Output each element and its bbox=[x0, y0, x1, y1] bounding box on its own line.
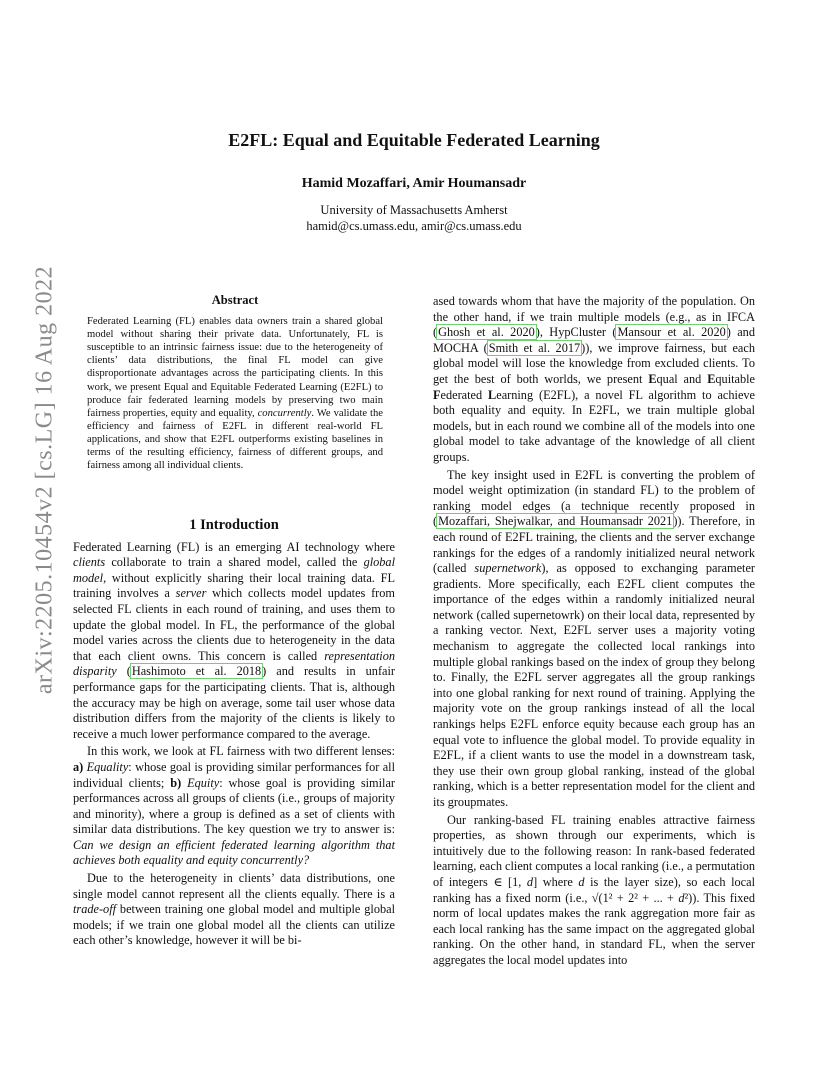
text: is the layer size), so each local ranking has a fixed norm (i.e., √(1² + 2² + ... + bbox=[433, 874, 755, 905]
text: ²)). This fixed norm of local updates makes the rank aggregation more fair as each local ranking has the same impact on the aggregated global ranking. On the other hand, in standard FL, when the server aggregates the local model updates into bbox=[433, 890, 755, 967]
text: ), as opposed to exchanging parameter gradients. More specifically, each E2FL client computes the importance of the edges within a randomly initialized neural network (called supernetowrk) on their local data, represented by a ranking vector. Next, E2FL server uses a majority voting mechanism to aggregate the collected local rankings into multiple global rankings based on the index of group they belong to. Finally, the E2FL server aggregates all the group rankings into one global ranking for next round of training. Applying the majority vote on the group rankings instead of all the local rankings helps E2FL enforce equity because each group has an equal vote to influence the global model. To provide equality in E2FL, if a client wants to use the model in a downstream task, they use their own group global ranking, instead of the global ranking, which is a better representation model for the client and its groupmates. bbox=[433, 561, 755, 809]
text: )), we improve fairness, but each global model will lose the knowledge from excluded clients. To get the best of both worlds, we present bbox=[433, 340, 755, 386]
citation-link[interactable]: Mozaffari, Shejwalkar, and Houmansadr 2021 bbox=[438, 514, 673, 529]
abstract-text bbox=[87, 315, 383, 472]
intro-paragraph-2 bbox=[73, 744, 395, 869]
abstract-text-part: Federated Learning (FL) enables data owners train a shared global model without sharing their private data. Unfortunately, FL is susceptible to an intrinsic fairness issue: due to the heterogeneity of clients’ data distributions, the final FL model can give disproportionate advantages across the participating clients. In this work, we present Equal and Equitable Federated Learning (E2FL) to produce fair federated learning models by preserving two main fairness properties, equity and equality, bbox=[87, 316, 383, 419]
abstract-heading: Abstract bbox=[211, 293, 259, 307]
text: and results in unfair performance gaps for the participating clients. That is, although the accuracy may be high on average, some tail user whose data distribution differs from the majority of the clients is likely to receive a much lower performance compared to the average. bbox=[73, 664, 396, 741]
emphasis: global model bbox=[73, 555, 395, 585]
abstract-block bbox=[87, 294, 383, 472]
section-heading-introduction: 1 Introduction bbox=[189, 517, 279, 533]
paper-title: E2FL: Equal and Equitable Federated Learning bbox=[228, 130, 600, 150]
emphasis: clients bbox=[73, 555, 106, 570]
right-paragraph-1 bbox=[433, 294, 755, 466]
intro-paragraph-3 bbox=[73, 871, 395, 949]
bold-letter: L bbox=[488, 387, 497, 402]
abstract-text-part: . We validate the efficiency and fairness of E2FL in different real-world FL applications, and show that E2FL outperforms existing baselines in terms of the resulting efficiency, fairness of different groups, and fairness among all individual clients. bbox=[87, 407, 383, 472]
text: : whose goal is providing similar performances across all groups of clients (i.e., groups of majority and minority), where a group is defined as a set of clients with similar data distributions. The key question we try to answer is: bbox=[73, 775, 395, 837]
affiliation: University of Massachusetts Amherst bbox=[320, 203, 508, 217]
bold-label: a) bbox=[73, 759, 84, 774]
math-variable: d bbox=[526, 874, 534, 889]
citation-link[interactable]: Hashimoto et al. 2018 bbox=[131, 664, 262, 679]
math-variable: d bbox=[678, 890, 685, 905]
text: earning (E2FL), a novel FL algorithm to achieve both equality and equity. In E2FL, we train multiple global models, but in each round we combine all of the models into one global model to take advantage of the knowledge of all client groups. bbox=[433, 387, 756, 464]
bold-label: b) bbox=[170, 775, 182, 790]
text: Due to the heterogeneity in clients’ data distributions, one single model cannot represent all the clients equally. There is a bbox=[73, 871, 395, 901]
emphasis: supernetwork bbox=[474, 561, 542, 576]
math-variable: d bbox=[578, 874, 585, 889]
text: ), HypCluster ( bbox=[535, 325, 617, 340]
text: : whose goal is providing similar performances for all individual clients; bbox=[73, 759, 395, 790]
author-list: Hamid Mozaffari, Amir Houmansadr bbox=[301, 176, 527, 191]
citation-link[interactable]: Mansour et al. 2020 bbox=[617, 325, 726, 340]
citation-link[interactable]: Ghosh et al. 2020 bbox=[438, 325, 535, 340]
emphasis: Can we design an efficient federated learning algorithm that achieves both equality and equity concurrently? bbox=[73, 837, 395, 868]
text: In this work, we look at FL fairness with two different lenses: bbox=[87, 744, 395, 759]
text: The key insight used in E2FL is converting the problem of model weight optimization (in standard FL) to the problem of ranking model edges (a technique recently proposed in ( bbox=[433, 467, 755, 529]
text: quitable bbox=[715, 371, 756, 386]
emphasis: representation disparity bbox=[73, 648, 395, 679]
arxiv-sidebar bbox=[30, 265, 60, 695]
bold-letter: E bbox=[648, 371, 657, 386]
text: ) and MOCHA ( bbox=[433, 325, 755, 355]
bold-letter: E bbox=[707, 371, 716, 386]
right-paragraph-3 bbox=[433, 813, 755, 969]
text: , without explicitly sharing their local training data. FL training involves a bbox=[73, 570, 395, 601]
text: which collects model updates from selected FL clients in each round of training, and uses them to update the global model. In FL, the performance of the global model varies across the clients due to heterogeneity in the data that each client owns. This concern is called bbox=[73, 586, 395, 663]
text: ] where bbox=[533, 874, 579, 889]
text: )). Therefore, in each round of E2FL training, the clients and the server exchange rankings for the edges of a randomly initialized neural network (called bbox=[433, 514, 756, 576]
text: between training one global model and multiple global models; if we train one global model all the clients can utilize each other’s knowledge, however it will be bi- bbox=[73, 902, 395, 948]
abstract-emphasis: concurrently bbox=[257, 407, 312, 419]
left-column bbox=[73, 514, 395, 951]
emphasis: trade-off bbox=[73, 902, 117, 917]
text: qual and bbox=[656, 371, 708, 386]
text: Our ranking-based FL training enables attractive fairness properties, as shown through our experiments, which is intuitively due to the following reason: In rank-based federated learning, each client computes a local ranking (i.e., a permutation of integers ∈ [1, bbox=[433, 812, 755, 889]
emphasis: Equality bbox=[86, 759, 129, 774]
emphasis: Equity bbox=[187, 775, 220, 790]
right-column bbox=[433, 294, 755, 971]
right-paragraph-2 bbox=[433, 468, 755, 811]
text: ederated bbox=[440, 387, 489, 402]
text: collaborate to train a shared model, called the bbox=[105, 555, 364, 570]
bold-letter: F bbox=[433, 387, 441, 402]
author-emails: hamid@cs.umass.edu, amir@cs.umass.edu bbox=[306, 219, 522, 233]
text: ased towards whom that have the majority of the population. On the other hand, if we train multiple models (e.g., as in IFCA ( bbox=[433, 294, 755, 340]
citation-link[interactable]: Smith et al. 2017 bbox=[488, 340, 581, 355]
emphasis: server bbox=[175, 586, 207, 601]
text: Federated Learning (FL) is an emerging AI technology where bbox=[73, 539, 395, 554]
intro-paragraph-1: Federated Learning (FL) is an emerging AI technology where clients collaborate to train a shared model, called the global model, without explicitly sharing their local training data. FL training involves a server which collects model updates from selected FL clients in each round of training, and uses them to update the global model. In FL, the performance of the global model varies across the clients due to heterogeneity in the data that each client owns. This concern is called representation disparity (Hashimoto et al. 2018) and results in unfair performance gaps for the participating clients. That is, although the accuracy may be high on average, some tail user whose data distribution differs from the majority of the clients is likely to receive a much lower performance compared to the average. bbox=[73, 539, 396, 741]
arxiv-identifier: arXiv:2205.10454v2 [cs.LG] 16 Aug 2022 bbox=[31, 265, 58, 695]
